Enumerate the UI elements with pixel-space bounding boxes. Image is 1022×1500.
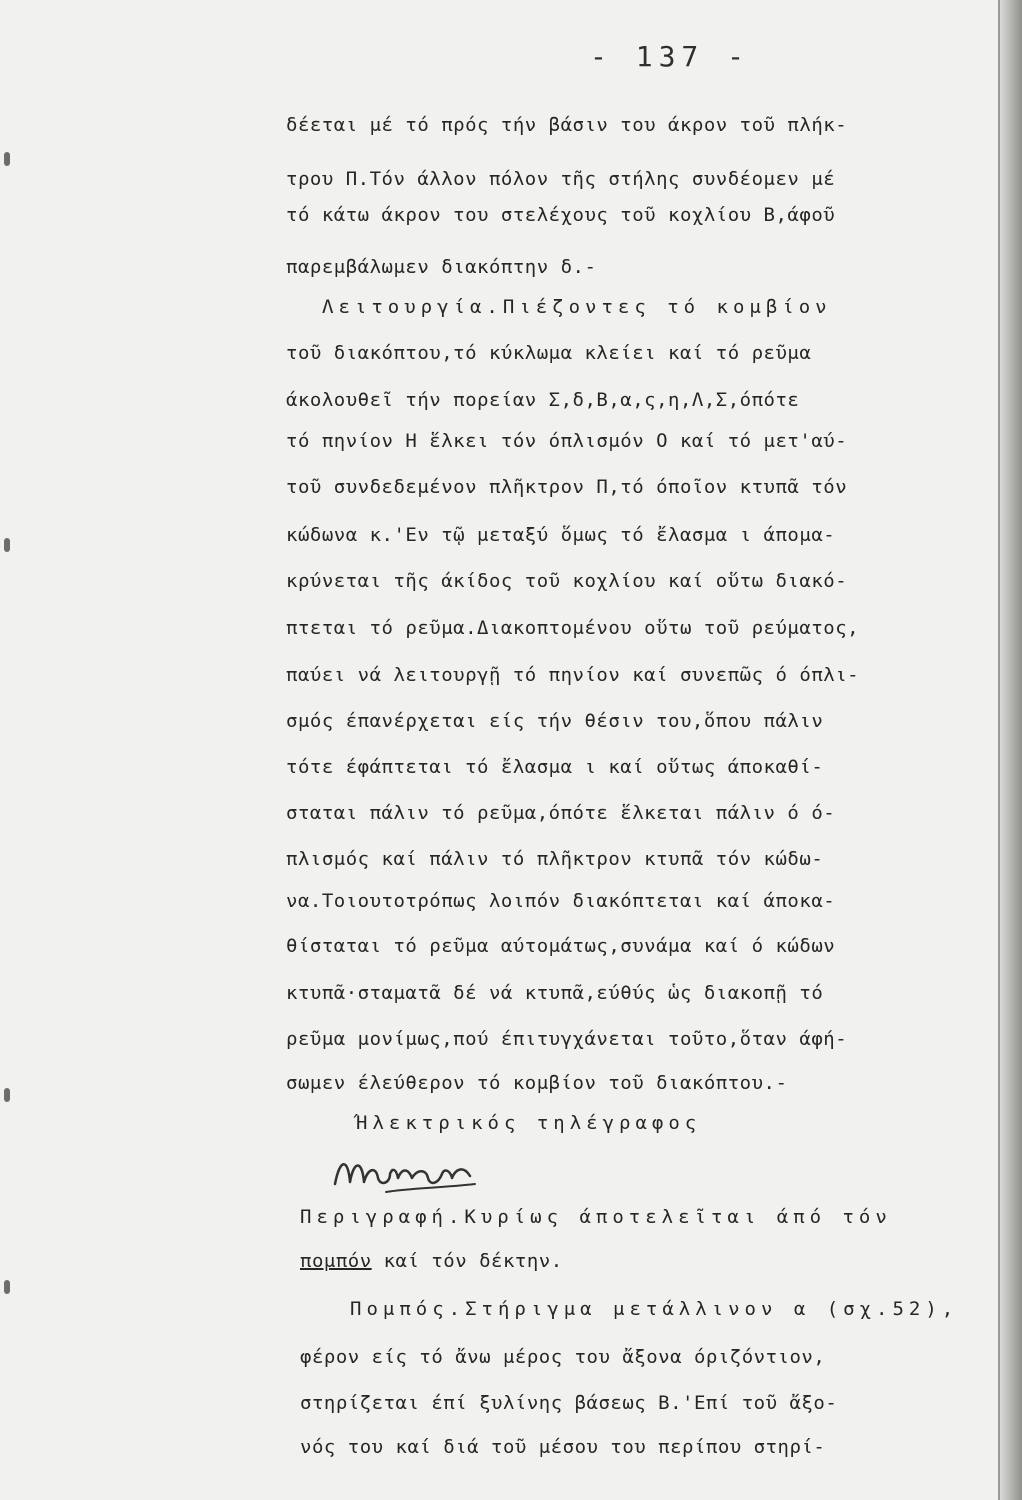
text-line-8: τό πηνίον Η ἕλκει τόν όπλισμόν Ο καί τό μετ'αύ- — [286, 430, 848, 452]
underlined-term-pompon: πομπόν — [300, 1250, 372, 1272]
text-line-30: νός του καί διά τοῦ μέσου του περίπου στηρί- — [300, 1436, 826, 1458]
text-line-18: να.Τοιουτοτρόπως λοιπόν διακόπτεται καί άποκα- — [286, 890, 836, 912]
text-line-25 — [300, 1250, 563, 1272]
binding-holes — [0, 0, 16, 1500]
text-line-22: σωμεν έλεύθερον τό κομβίον τοῦ διακόπτου.- — [286, 1072, 788, 1094]
text-line-21: ρεῦμα μονίμως,πού έπιτυγχάνεται τοῦτο,ὅταν άφή- — [286, 1028, 848, 1050]
text-line-12: πτεται τό ρεῦμα.Διακοπτομένου οὕτω τοῦ ρεύματος, — [286, 617, 860, 639]
text-line-1: δέεται μέ τό πρός τήν βάσιν του άκρον τοῦ πλήκ- — [286, 114, 848, 136]
text-line-19: θίσταται τό ρεῦμα αύτομάτως,συνάμα καί ό κώδων — [286, 935, 836, 957]
binding-hole — [4, 1280, 10, 1294]
binding-hole — [4, 1088, 10, 1102]
text-line-10: κώδωνα κ.'Εν τῷ μεταξύ ὅμως τό ἔλασμα ι άπομα- — [286, 524, 836, 546]
text-line-4: παρεμβάλωμεν διακόπτην δ.- — [286, 256, 597, 278]
page-edge — [1000, 0, 1022, 1500]
text-line-17: πλισμός καί πάλιν τό πλῆκτρον κτυπᾶ τόν κώδω- — [286, 848, 824, 870]
text-line-29: στηρίζεται έπί ξυλίνης βάσεως Β.'Επί τοῦ ἄξο- — [300, 1392, 838, 1414]
text-line-2: τρου Π.Τόν άλλον πόλον τῆς στήλης συνδέομεν μέ — [286, 168, 836, 190]
text-line-7: άκολουθεῖ τήν πορείαν Σ,δ,Β,α,ς,η,Λ,Σ,όπότε — [286, 389, 800, 411]
text-line-3: τό κάτω άκρον του στελέχους τοῦ κοχλίου Β,άφοῦ — [286, 204, 836, 226]
section-heading-telegraph: Ήλεκτρικός τηλέγραφος — [356, 1112, 702, 1134]
text-line-20: κτυπᾶ·σταματᾶ δέ νά κτυπᾶ,εύθύς ὡς διακοπῇ τό — [286, 982, 824, 1004]
text-line-28: φέρον είς τό ἄνω μέρος του ἄξονα όριζόντιον, — [300, 1346, 826, 1368]
text-line-25-rest: καί τόν δέκτην. — [371, 1250, 563, 1272]
text-line-11: κρύνεται τῆς άκίδος τοῦ κοχλίου καί οὕτω διακό- — [286, 570, 848, 592]
page-number: - 137 - — [590, 40, 751, 73]
text-line-6: τοῦ διακόπτου,τό κύκλωμα κλείει καί τό ρεῦμα — [286, 342, 812, 364]
binding-hole — [4, 152, 10, 166]
section-heading-perigrafi: Περιγραφή.Κυρίως άποτελεῖται άπό τόν — [300, 1206, 892, 1228]
text-line-14: σμός έπανέρχεται είς τήν θέσιν του,ὅπου πάλιν — [286, 710, 824, 732]
morse-handwriting — [330, 1148, 480, 1198]
text-line-16: σταται πάλιν τό ρεῦμα,όπότε ἕλκεται πάλιν ό ό- — [286, 802, 836, 824]
text-line-9: τοῦ συνδεδεμένον πλῆκτρον Π,τό όποῖον κτυπᾶ τόν — [286, 476, 848, 498]
text-line-13: παύει νά λειτουργῇ τό πηνίον καί συνεπῶς ό όπλι- — [286, 664, 860, 686]
section-heading-pompos: Πομπός.Στήριγμα μετάλλινον α (σχ.52), — [350, 1298, 959, 1320]
section-heading-leitourgia: Λειτουργία.Πιέζοντες τό κομβίον — [322, 296, 832, 318]
text-line-15: τότε έφάπτεται τό ἔλασμα ι καί οὕτως άποκαθί- — [286, 756, 824, 778]
binding-hole — [4, 538, 10, 552]
